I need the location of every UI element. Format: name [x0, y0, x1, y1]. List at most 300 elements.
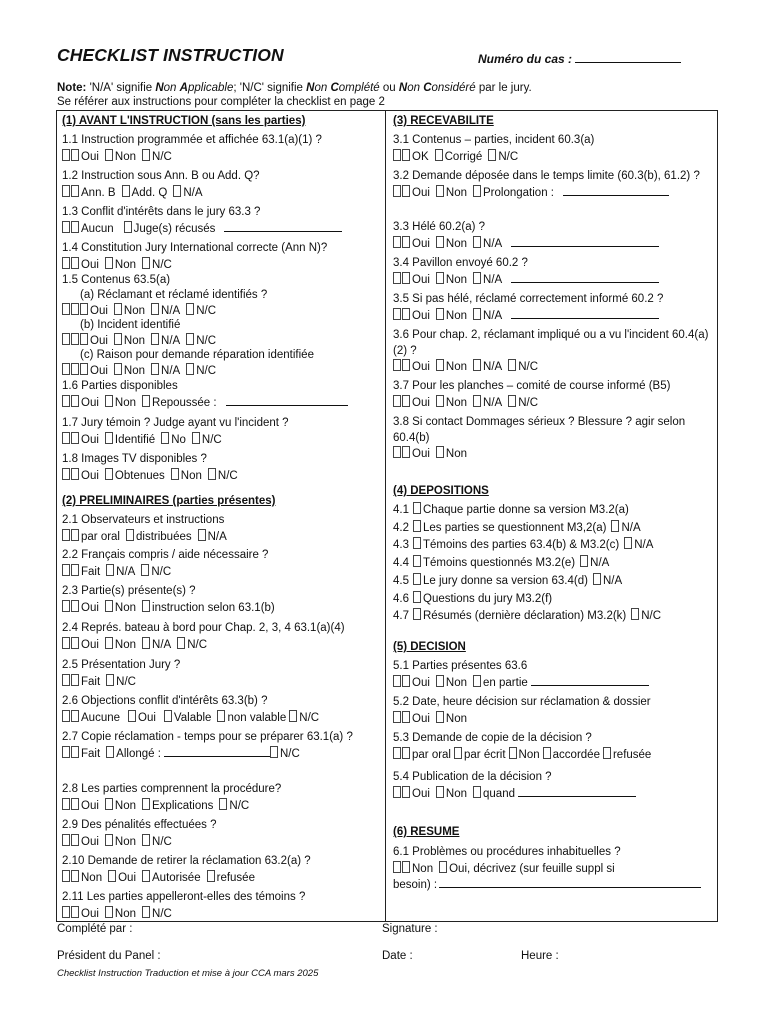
checklist-item [62, 205, 342, 237]
checkbox[interactable] [71, 746, 79, 758]
option-label: N/A [207, 530, 227, 543]
checkbox[interactable] [436, 272, 444, 284]
checkbox[interactable] [393, 149, 401, 161]
checkbox[interactable] [413, 520, 421, 532]
checkbox[interactable] [62, 674, 70, 686]
checklist-item [393, 292, 663, 324]
checkbox[interactable] [62, 870, 70, 882]
checkbox[interactable] [62, 221, 70, 233]
checkbox[interactable] [270, 746, 278, 758]
options-row [62, 468, 244, 485]
checkbox[interactable] [106, 674, 114, 686]
checkbox[interactable] [106, 746, 114, 758]
checkbox[interactable] [413, 573, 421, 585]
checkbox[interactable] [71, 303, 79, 315]
checkbox[interactable] [413, 502, 421, 514]
checkbox[interactable] [217, 710, 225, 722]
option-label: Fait [81, 565, 101, 578]
checkbox[interactable] [192, 432, 200, 444]
checkbox[interactable] [543, 747, 551, 759]
option-label: Fait [81, 747, 101, 760]
checklist-item [62, 730, 387, 762]
question-text: 2.5 Présentation Jury ? [62, 659, 181, 671]
checkbox[interactable] [393, 861, 401, 873]
checkbox[interactable] [142, 870, 150, 882]
option-label: Non [180, 469, 202, 482]
question-text: (a) Réclamant et réclamé identifiés ? [80, 289, 268, 301]
option-label: Oui [412, 712, 430, 725]
checkbox[interactable] [62, 303, 70, 315]
option-label: Repoussée : [152, 396, 217, 409]
checkbox[interactable] [62, 333, 70, 345]
checkbox[interactable] [71, 432, 79, 444]
option-label: Non [445, 361, 468, 373]
checkbox[interactable] [71, 185, 79, 197]
checkbox[interactable] [126, 529, 134, 541]
checkbox[interactable] [402, 711, 410, 723]
options-row [62, 185, 260, 202]
checkbox[interactable] [402, 861, 410, 873]
option-label: Autorisée [152, 871, 201, 884]
question-text: 1.6 Parties disponibles [62, 380, 178, 392]
checklist-item [62, 363, 222, 380]
item-tail: N/C [641, 610, 662, 623]
signature-label: Signature : [382, 923, 438, 935]
option-label: Oui [412, 237, 430, 250]
checklist-item [62, 548, 268, 580]
checkbox[interactable] [105, 600, 113, 612]
checkbox[interactable] [62, 529, 70, 541]
options-row [62, 870, 311, 887]
checkbox[interactable] [142, 395, 150, 407]
options-row [62, 432, 289, 449]
checkbox[interactable] [71, 564, 79, 576]
option-label: Non [114, 396, 137, 409]
checkbox[interactable] [105, 149, 113, 161]
fill-in-line[interactable] [518, 786, 636, 797]
note-text: 'N/A' signifie [86, 82, 156, 94]
checkbox[interactable] [402, 786, 410, 798]
item-text: Témoins questionnés M3.2(e) [423, 557, 576, 570]
checkbox[interactable] [177, 637, 185, 649]
checkbox[interactable] [473, 185, 481, 197]
note-emph: N [155, 82, 164, 94]
fill-in-line[interactable] [224, 221, 342, 232]
checkbox[interactable] [105, 798, 113, 810]
checkbox[interactable] [142, 637, 150, 649]
checkbox[interactable] [436, 786, 444, 798]
option-label: non valable [227, 711, 287, 724]
question-text: 5.3 Demande de copie de la décision ? [393, 732, 592, 744]
note-text: pplicable [187, 82, 234, 94]
checkbox[interactable] [105, 257, 113, 269]
checkbox[interactable] [71, 149, 79, 161]
checkbox[interactable] [108, 870, 116, 882]
checkbox[interactable] [62, 363, 70, 375]
option-label: Explications [152, 799, 214, 812]
checkbox[interactable] [488, 149, 496, 161]
checkbox[interactable] [624, 537, 632, 549]
checkbox[interactable] [208, 468, 216, 480]
option-label: N/C [116, 675, 136, 688]
checkbox[interactable] [151, 333, 159, 345]
checkbox[interactable] [80, 363, 88, 375]
checkbox[interactable] [151, 303, 159, 315]
checklist-item [393, 731, 657, 763]
checkbox[interactable] [62, 564, 70, 576]
checkbox[interactable] [62, 906, 70, 918]
checkbox[interactable] [436, 236, 444, 248]
checkbox[interactable] [454, 747, 462, 759]
fill-in-line[interactable] [511, 308, 659, 319]
option-label: en partie [483, 676, 528, 689]
option-label: Oui [81, 433, 99, 446]
option-label: N/C [518, 396, 538, 409]
option-label: Ann. B [81, 186, 116, 199]
option-label: N/C [201, 433, 222, 446]
options-row [393, 395, 670, 412]
checkbox[interactable] [198, 529, 206, 541]
checkbox[interactable] [402, 675, 410, 687]
checkbox[interactable] [508, 395, 516, 407]
checkbox[interactable] [473, 675, 481, 687]
case-number-field[interactable] [478, 51, 681, 66]
checkbox[interactable] [473, 272, 481, 284]
deposition-item [393, 555, 609, 572]
question-text: 1.1 Instruction programmée et affichée 63.1(a)(1) ? [62, 134, 322, 146]
checklist-item [62, 452, 244, 484]
checkbox[interactable] [402, 272, 410, 284]
note [57, 81, 532, 109]
option-label: Identifié [114, 433, 156, 446]
checkbox[interactable] [142, 798, 150, 810]
option-label: Oui [81, 835, 99, 848]
option-label: OK [412, 150, 429, 163]
checkbox[interactable] [122, 185, 130, 197]
options-row [62, 257, 327, 274]
checklist-item [393, 328, 711, 376]
checkbox[interactable] [62, 468, 70, 480]
option-label: N/A [483, 273, 503, 286]
option-label: Non [445, 396, 468, 409]
option-label: N/A [183, 186, 203, 199]
option-label: besoin) : [393, 879, 438, 891]
checkbox[interactable] [71, 221, 79, 233]
checkbox[interactable] [62, 185, 70, 197]
checklist-item [393, 220, 659, 252]
note-text: ou [379, 82, 399, 94]
checkbox[interactable] [71, 870, 79, 882]
checkbox[interactable] [171, 468, 179, 480]
item-number: 4.5 [393, 574, 409, 587]
option-label: Valable [173, 711, 212, 724]
option-label: Oui [90, 305, 108, 317]
question-text: 1.7 Jury témoin ? Judge ayant vu l'incident ? [62, 417, 289, 429]
checkbox[interactable] [114, 333, 122, 345]
footer-note: Checklist Instruction Traduction et mise à jour CCA mars 2025 [57, 968, 319, 979]
checkbox[interactable] [436, 675, 444, 687]
checkbox[interactable] [393, 185, 401, 197]
checkbox[interactable] [439, 861, 447, 873]
checkbox[interactable] [219, 798, 227, 810]
checkbox[interactable] [402, 747, 410, 759]
checkbox[interactable] [186, 333, 194, 345]
option-label: Non [114, 907, 137, 920]
question-text: 1.4 Constitution Jury International correcte (Ann N)? [62, 242, 328, 254]
checkbox[interactable] [105, 468, 113, 480]
question-text: 3.8 Si contact Dommages sérieux ? Blessure ? agir selon 60.4(b) [393, 416, 686, 444]
checkbox[interactable] [105, 834, 113, 846]
checkbox[interactable] [186, 363, 194, 375]
checkbox[interactable] [71, 257, 79, 269]
checkbox[interactable] [62, 395, 70, 407]
checkbox[interactable] [593, 573, 601, 585]
checkbox[interactable] [142, 257, 150, 269]
checkbox[interactable] [436, 308, 444, 320]
checkbox[interactable] [105, 906, 113, 918]
option-label: Add. Q [131, 186, 168, 199]
option-label: N/C [187, 638, 207, 651]
options-row [62, 637, 345, 654]
options-row [393, 786, 636, 803]
checkbox[interactable] [80, 303, 88, 315]
checkbox[interactable] [393, 711, 401, 723]
checkbox[interactable] [393, 359, 401, 371]
checkbox[interactable] [62, 257, 70, 269]
fill-in-line[interactable] [164, 746, 270, 757]
checkbox[interactable] [393, 308, 401, 320]
checklist-item [62, 621, 345, 653]
checkbox[interactable] [393, 395, 401, 407]
options-row [393, 185, 711, 202]
checkbox[interactable] [413, 537, 421, 549]
checkbox[interactable] [473, 236, 481, 248]
checkbox[interactable] [62, 710, 70, 722]
note-emph: N [398, 82, 408, 94]
item-text: Questions du jury M3.2(f) [423, 592, 553, 605]
options-row [393, 711, 651, 728]
checkbox[interactable] [402, 359, 410, 371]
checkbox[interactable] [393, 272, 401, 284]
checkbox[interactable] [62, 798, 70, 810]
fill-in-line[interactable] [226, 395, 348, 406]
option-label: par oral [81, 530, 120, 543]
checkbox[interactable] [62, 149, 70, 161]
checkbox[interactable] [580, 555, 588, 567]
checkbox[interactable] [71, 637, 79, 649]
options-row [62, 710, 325, 727]
option-label: N/C [279, 747, 300, 760]
option-label: Oui [81, 396, 99, 409]
question-text: 3.7 Pour les planches – comité de course informé (B5) [393, 380, 671, 392]
question-text: (c) Raison pour demande réparation identifiée [80, 349, 314, 361]
checkbox[interactable] [413, 591, 421, 603]
checkbox[interactable] [393, 675, 401, 687]
checkbox[interactable] [473, 786, 481, 798]
checkbox[interactable] [71, 333, 79, 345]
checklist-item [393, 415, 711, 463]
options-row [62, 600, 281, 617]
checkbox[interactable] [142, 600, 150, 612]
question-text: 3.6 Pour chap. 2, réclamant impliqué ou a vu l'incident 60.4(a)(2) ? [393, 329, 709, 357]
option-label: Non [445, 448, 468, 460]
checkbox[interactable] [186, 303, 194, 315]
option-label: Corrigé [444, 150, 483, 163]
checkbox[interactable] [80, 333, 88, 345]
checkbox[interactable] [393, 446, 401, 458]
option-label: N/C [196, 335, 216, 347]
checkbox[interactable] [141, 564, 149, 576]
note-text: ; 'N/C' signifie [233, 82, 307, 94]
checkbox[interactable] [436, 185, 444, 197]
option-label: Obtenues [114, 469, 165, 482]
checkbox[interactable] [62, 746, 70, 758]
options-row [393, 149, 594, 166]
options-row [62, 564, 268, 581]
checkbox[interactable] [473, 359, 481, 371]
checkbox[interactable] [151, 363, 159, 375]
checkbox[interactable] [435, 149, 443, 161]
checklist-item [62, 782, 281, 814]
checkbox[interactable] [473, 395, 481, 407]
option-label: N/A [483, 237, 503, 250]
checkbox[interactable] [105, 637, 113, 649]
checkbox[interactable] [106, 564, 114, 576]
president-label: Président du Panel : [57, 950, 161, 962]
option-label: Non [445, 237, 468, 250]
item-tail: N/A [590, 557, 610, 570]
option-label: N/C [152, 907, 172, 920]
checkbox[interactable] [62, 637, 70, 649]
checkbox[interactable] [161, 432, 169, 444]
checkbox[interactable] [114, 363, 122, 375]
checkbox[interactable] [71, 906, 79, 918]
checkbox[interactable] [62, 600, 70, 612]
option-label: Juge(s) récusés [133, 222, 216, 235]
checkbox[interactable] [142, 906, 150, 918]
question-text: 3.2 Demande déposée dans le temps limite (60.3(b), 61.2) ? [393, 170, 700, 182]
column-divider [385, 110, 386, 921]
options-row [62, 798, 281, 815]
checkbox[interactable] [105, 432, 113, 444]
option-label: N/C [498, 150, 519, 163]
checklist-item [62, 818, 217, 850]
checkbox[interactable] [173, 185, 181, 197]
case-number-line[interactable] [575, 51, 681, 63]
option-label: Non [114, 638, 137, 651]
checkbox[interactable] [71, 395, 79, 407]
checkbox[interactable] [631, 608, 639, 620]
checkbox[interactable] [105, 395, 113, 407]
checkbox[interactable] [508, 359, 516, 371]
question-text: 2.11 Les parties appelleront-elles des témoins ? [62, 891, 306, 903]
question-text: 2.6 Objections conflit d'intérêts 63.3(b) ? [62, 695, 268, 707]
checkbox[interactable] [289, 710, 297, 722]
options-row [393, 446, 711, 463]
item-text: Chaque partie donne sa version M3.2(a) [423, 504, 629, 516]
fill-in-line[interactable] [439, 877, 701, 888]
question-text: 2.10 Demande de retirer la réclamation 63.2(a) ? [62, 855, 311, 867]
option-label: N/C [299, 711, 320, 724]
option-label: Oui [81, 907, 99, 920]
option-label: Oui [90, 365, 108, 377]
checkbox[interactable] [393, 786, 401, 798]
checkbox[interactable] [509, 747, 517, 759]
checkbox[interactable] [393, 747, 401, 759]
checkbox[interactable] [128, 710, 136, 722]
options-row [393, 861, 701, 878]
section-heading: (3) RECEVABILITE [393, 115, 494, 127]
option-label: Oui [412, 273, 430, 286]
checkbox[interactable] [436, 359, 444, 371]
checkbox[interactable] [402, 236, 410, 248]
checkbox[interactable] [436, 395, 444, 407]
fill-in-line[interactable] [563, 185, 669, 196]
checkbox[interactable] [142, 149, 150, 161]
checkbox[interactable] [71, 363, 79, 375]
checkbox[interactable] [62, 834, 70, 846]
checkbox[interactable] [473, 308, 481, 320]
checkbox[interactable] [436, 446, 444, 458]
option-label: N/A [152, 638, 172, 651]
option-label: N/C [196, 365, 216, 377]
item-number: 4.3 [393, 539, 409, 552]
checkbox[interactable] [207, 870, 215, 882]
option-label: N/A [483, 396, 503, 409]
checkbox[interactable] [124, 221, 132, 233]
deposition-item [393, 591, 557, 608]
checkbox[interactable] [413, 555, 421, 567]
checklist-item [393, 770, 636, 802]
options-row [393, 675, 649, 692]
checkbox[interactable] [611, 520, 619, 532]
option-label: Oui [412, 361, 430, 373]
option-label: Non [518, 748, 540, 761]
fill-in-line[interactable] [511, 236, 659, 247]
deposition-item [393, 520, 641, 537]
fill-in-line[interactable] [531, 675, 649, 686]
checkbox[interactable] [402, 446, 410, 458]
checkbox[interactable] [114, 303, 122, 315]
option-label: par écrit [464, 748, 506, 761]
checkbox[interactable] [71, 674, 79, 686]
checkbox[interactable] [603, 747, 611, 759]
checkbox[interactable] [402, 185, 410, 197]
checkbox[interactable] [71, 600, 79, 612]
item-text: Témoins des parties 63.4(b) & M3.2(c) [423, 539, 620, 552]
checkbox[interactable] [402, 308, 410, 320]
checkbox[interactable] [402, 395, 410, 407]
checkbox[interactable] [71, 798, 79, 810]
option-label: par oral [412, 748, 451, 761]
question-text: 2.2 Français compris / aide nécessaire ? [62, 549, 269, 561]
checkbox[interactable] [402, 149, 410, 161]
checkbox[interactable] [393, 236, 401, 248]
checkbox[interactable] [71, 834, 79, 846]
checkbox[interactable] [71, 529, 79, 541]
checkbox[interactable] [142, 834, 150, 846]
checkbox[interactable] [71, 468, 79, 480]
fill-in-line[interactable] [511, 272, 659, 283]
item-number: 4.4 [393, 557, 409, 570]
checkbox[interactable] [71, 710, 79, 722]
checklist-item [62, 854, 311, 886]
checkbox[interactable] [436, 711, 444, 723]
checkbox[interactable] [413, 608, 421, 620]
checkbox[interactable] [164, 710, 172, 722]
option-label: Non [445, 186, 468, 199]
checkbox[interactable] [62, 432, 70, 444]
